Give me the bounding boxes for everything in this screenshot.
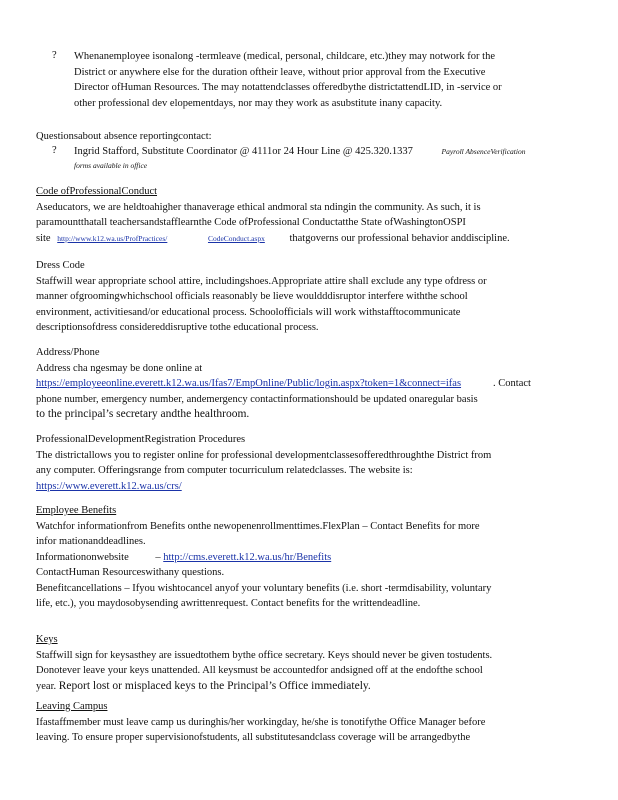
benefits-website-row (36, 550, 584, 566)
address-line: to the principal’s secretary andthe healthroom. (36, 408, 250, 420)
dress-heading: Dress Code (36, 260, 85, 271)
conduct-line-end: thatgoverns our professional behavior anddiscipline. (289, 232, 510, 244)
keys-line-3 (36, 679, 584, 695)
keys-heading: Keys (36, 634, 58, 645)
benefits-line: Benefitcancellations – Ifyou wishtocancel anyof your voluntary benefits (i.e. short -termdisability, voluntary (36, 582, 492, 594)
dress-line: environment, activitiesand/or educational process. Schoolofficials will work withstafftocommunicate (36, 306, 461, 318)
pd-heading: ProfessionalDevelopmentRegistration Procedures (36, 434, 246, 445)
intro-line: District or anywhere else for the duration oftheir leave, without prior approval from the Executive (74, 66, 486, 78)
conduct-line: Aseducators, we are heldtoahigher thanaverage ethical andmoral sta ndingin the community. As such, it is (36, 201, 481, 213)
benefits-heading: Employee Benefits (36, 505, 117, 516)
conduct-line: paramountthatall teachersandstafflearnthe Code ofProfessional Conductatthe State ofWashingtonOSPI (36, 217, 466, 228)
employee-online-link[interactable]: https://employeeonline.everett.k12.wa.us/Ifas7/EmpOnline/Public/login.aspx?token=1&connect=ifas (36, 378, 462, 389)
conduct-site-label: site (36, 232, 51, 244)
absence-note-2: forms available in office (74, 161, 148, 170)
intro-line: Director ofHuman Resources. The may notattendclasses offeredbythe districtattendLID, in -service or (74, 82, 502, 93)
leaving-line: Ifastaffmember must leave camp us duringhis/her workingday, he/she is tonotifythe Office Manager before (36, 716, 486, 728)
benefits-line: life, etc.), you maydosobysending awrittenrequest. Contact benefits for the writtendeadline. (36, 598, 421, 609)
intro-bullet: ? (52, 50, 57, 61)
absence-heading: Questionsabout absence reportingcontact: (36, 131, 212, 142)
leaving-line: leaving. To ensure proper supervisionofstudents, all substitutesandclass coverage will be arrangedbythe (36, 732, 471, 743)
keys-line: Donotever leave your keys unattended. All keysmust be accountedfor andsigned off at the endofthe school (36, 665, 483, 676)
benefits-line: infor mationanddeadlines. (36, 536, 146, 547)
dress-line: descriptionsofdress considereddisruptive tothe educational process. (36, 322, 319, 333)
dress-line: manner ofgroomingwhichschool officials reasonably be lieve wouldddisruptor interfere withthe school (36, 291, 468, 302)
intro-line: Whenanemployee isonalong -termleave (medical, personal, childcare, etc.)they may notwork for the (74, 51, 495, 62)
intro-paragraph (74, 49, 578, 111)
conduct-section (36, 184, 584, 246)
keys-line: Staffwill sign for keysasthey are issuedtothem bythe office secretary. Keys should never be given tostudents. (36, 649, 493, 661)
keys-section (36, 632, 584, 694)
absence-note: Payroll AbsenceVerification (441, 147, 526, 156)
address-url-row (36, 376, 584, 392)
dress-line: Staffwill wear appropriate school attire, includingshoes.Appropriate attire shall exclude any type ofdress or (36, 275, 487, 287)
benefits-line: Watchfor informationfrom Benefits onthe newopenenrollmenttimes.FlexPlan – Contact Benefits for more (36, 520, 480, 532)
pd-section (36, 432, 584, 494)
address-section (36, 345, 584, 423)
conduct-heading: Code ofProfessionalConduct (36, 186, 158, 197)
keys-year: year. (36, 680, 57, 692)
address-line: Address cha ngesmay be done online at (36, 362, 203, 374)
benefits-line: ContactHuman Resourceswithany questions. (36, 567, 225, 578)
benefits-link[interactable]: http://cms.everett.k12.wa.us/hr/Benefits (163, 551, 332, 563)
benefits-section (36, 503, 584, 612)
pd-line: The districtallows you to register online for professional developmentclassesofferedthroughthe District from (36, 449, 492, 461)
absence-contact-row (74, 144, 594, 160)
address-url-tail: . Contact (493, 378, 531, 389)
benefits-website-label: Informationonwebsite (36, 551, 129, 563)
benefits-dash: – (155, 551, 161, 563)
leaving-heading: Leaving Campus (36, 701, 108, 712)
intro-line: other professional dev elopementdays, nor may they work as asubstitute inany capacity. (74, 97, 443, 109)
ospi-link-part-2[interactable]: CodeConduct.aspx (207, 233, 265, 243)
conduct-line-3 (36, 231, 584, 247)
ospi-link[interactable]: http://www.k12.wa.us/ProfPractices/ (57, 233, 168, 243)
pd-line: any computer. Offeringsrange from computer tocurriculum relatedclasses. The website is: (36, 465, 413, 476)
address-line: phone number, emergency number, andemergency contactinformationshould be updated onaregular basis (36, 393, 478, 405)
address-heading: Address/Phone (36, 347, 100, 358)
absence-contact: Ingrid Stafford, Substitute Coordinator @ 4111or 24 Hour Line @ 425.320.1337 (74, 146, 413, 157)
crs-link[interactable]: https://www.everett.k12.wa.us/crs/ (36, 480, 182, 492)
leaving-section (36, 699, 584, 746)
absence-bullet: ? (52, 145, 57, 156)
keys-emphasis: Report lost or misplaced keys to the Principal’s Office immediately. (58, 679, 371, 692)
dress-section (36, 258, 584, 336)
